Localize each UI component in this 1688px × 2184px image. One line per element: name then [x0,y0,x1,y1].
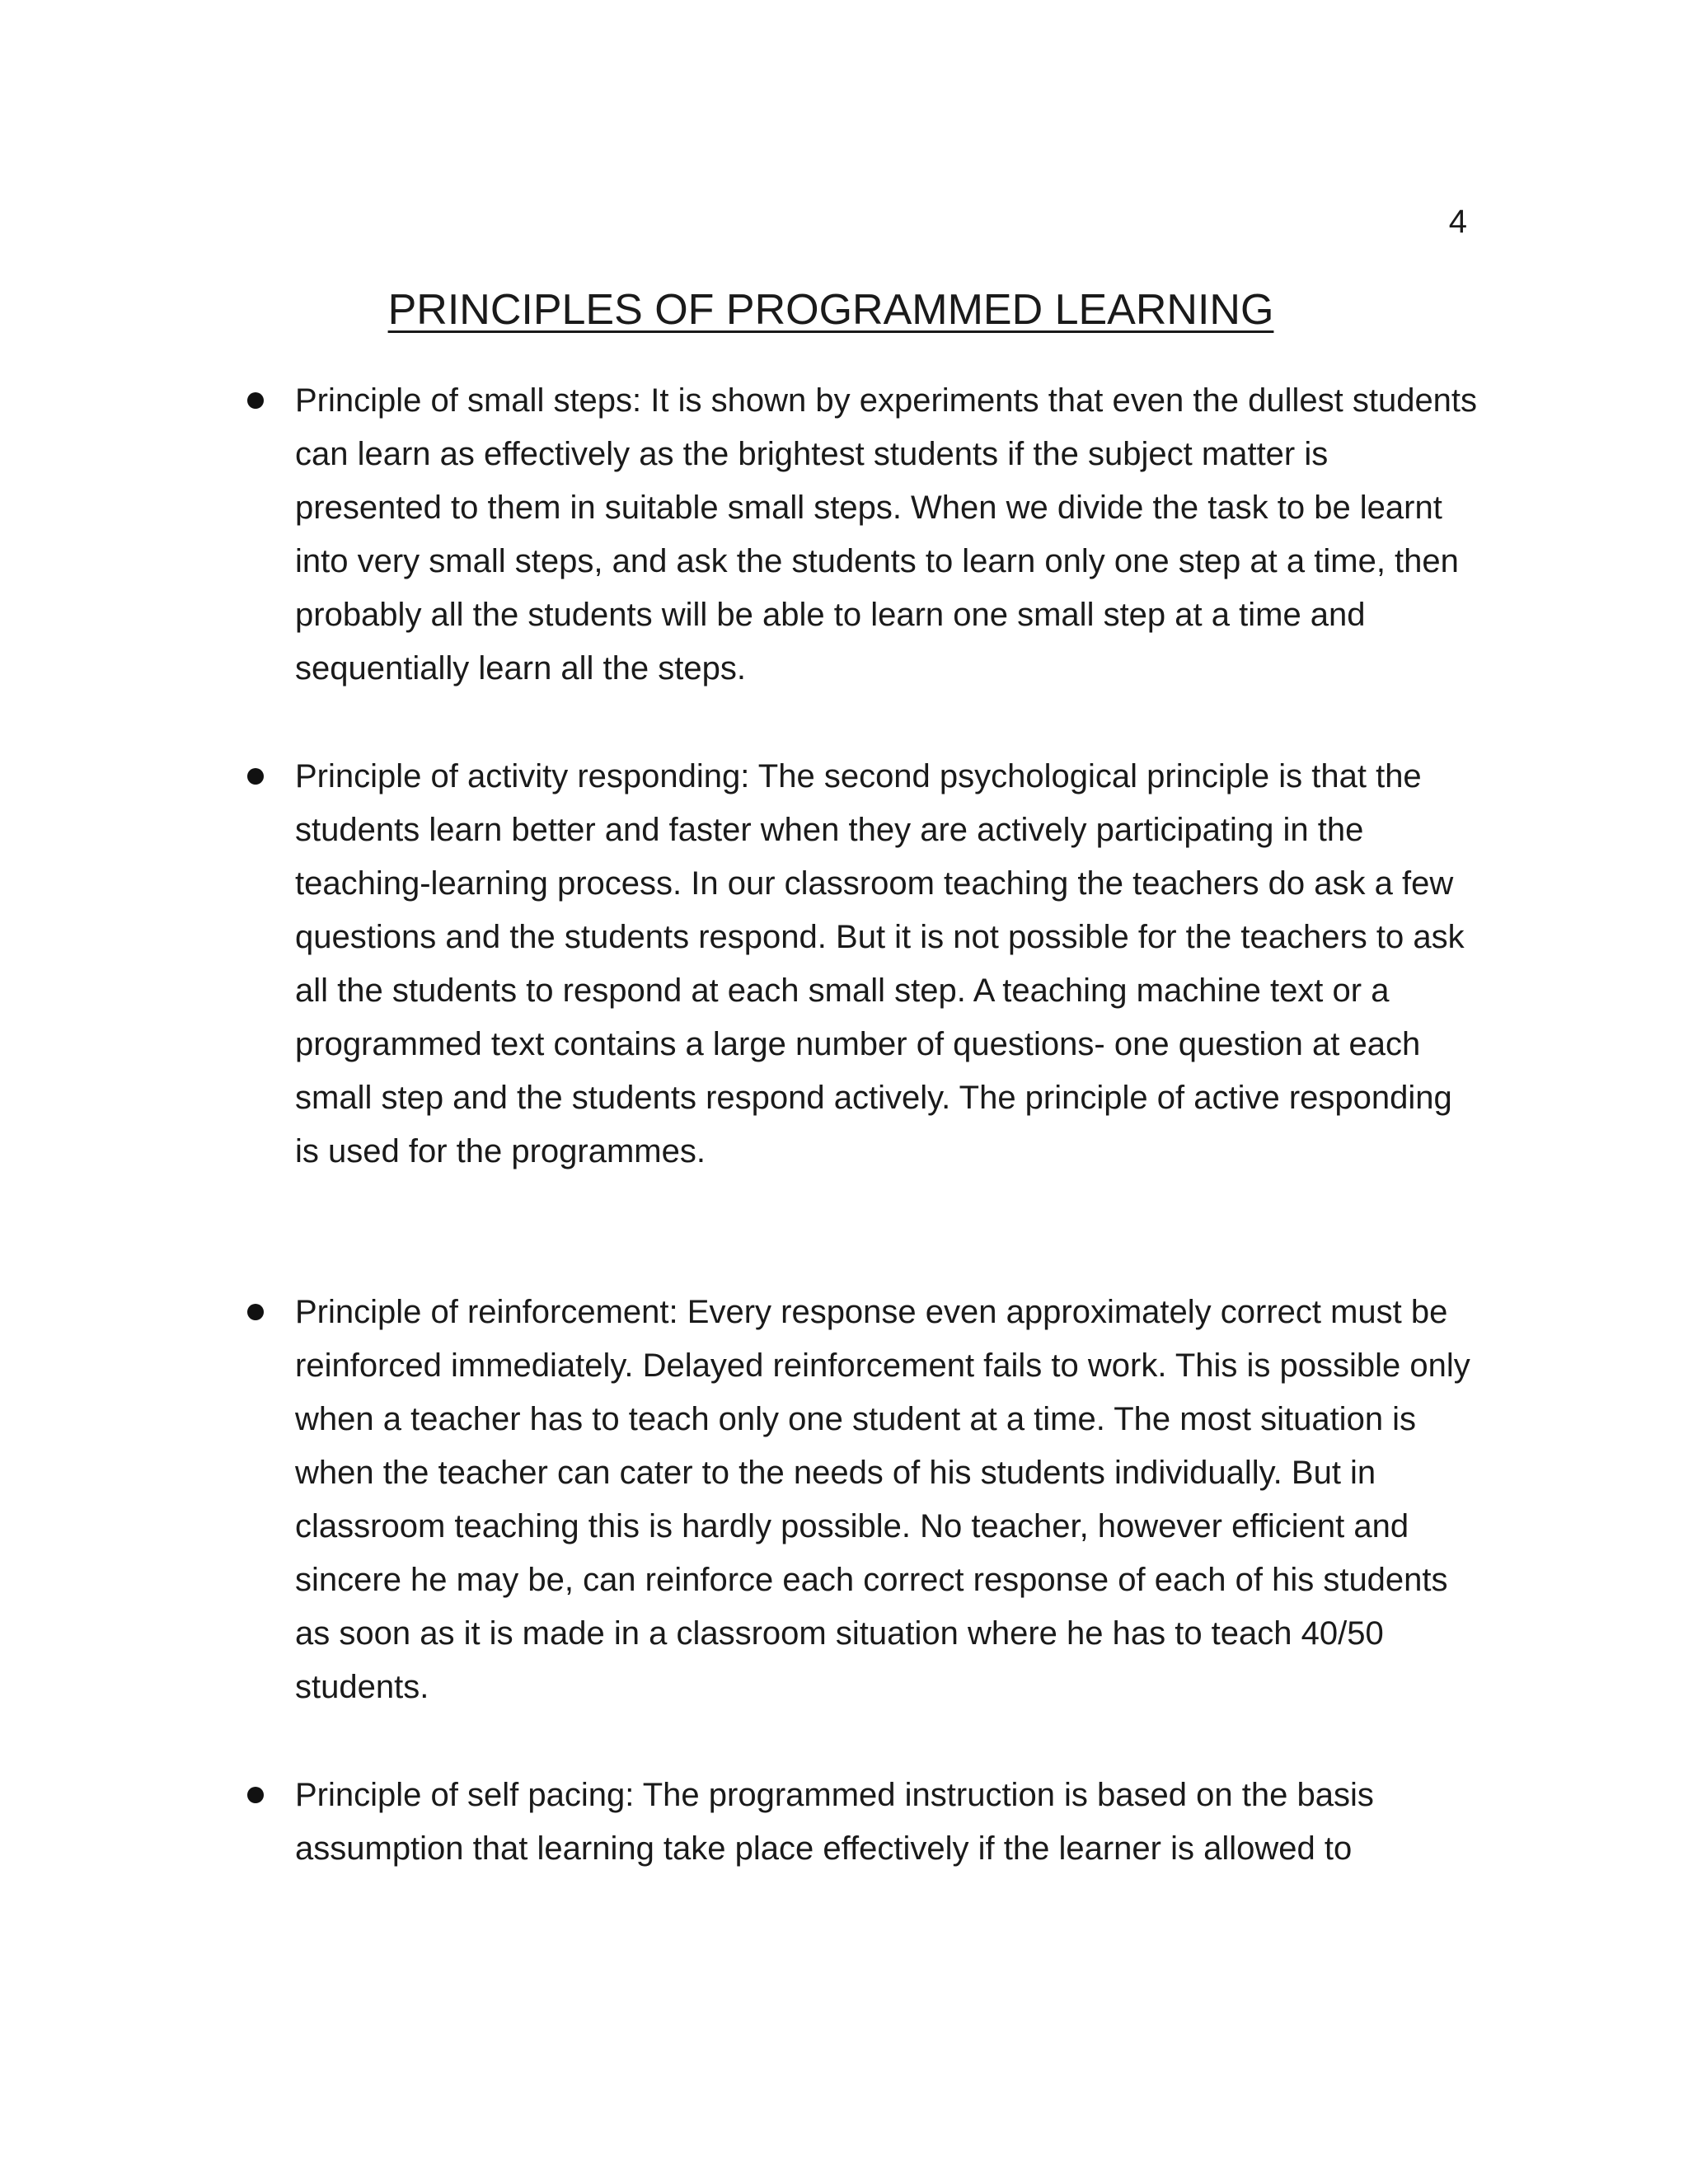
list-item-text: Principle of activity responding: The second psychological principle is that the students learn better and faster when they are actively participating in the teaching-learning process. In our classroom teaching the teachers do ask a few questions and the students respond. But it is not possible for the teachers to ask all the students to respond at each small step. A teaching machine text or a programmed text contains a large number of questions- one question at each small step and the students respond actively. The principle of active responding is used for the programmes. [295,758,1465,1169]
page-number: 4 [1448,204,1467,240]
bullet-icon [247,392,264,409]
page-title: PRINCIPLES OF PROGRAMMED LEARNING [387,286,1274,334]
bullet-icon [247,1304,264,1320]
bullet-icon [247,1787,264,1803]
bullet-icon [247,768,264,785]
list-item-text: Principle of self pacing: The programmed instruction is based on the basis assumption that learning take place effectively if the learner is allowed to [295,1777,1374,1867]
list-item-text: Principle of small steps: It is shown by experiments that even the dullest students can learn as effectively as the brightest students if the subject matter is presented to them in suitable small steps. When we divide the task to be learnt into very small steps, and ask the students to learn only one step at a time, then probably all the students will be able to learn one small step at a time and sequentially learn all the steps. [295,382,1478,687]
list-item-text: Principle of reinforcement: Every response even approximately correct must be reinforced immediately. Delayed reinforcement fails to work. This is possible only when a teacher has to teach only one student at a time. The most situation is when the teacher can cater to the needs of his students individually. But in classroom teaching this is hardly possible. No teacher, however efficient and sincere he may be, can reinforce each correct response of each of his students as soon as it is made in a classroom situation where he has to teach 40/50 students. [295,1294,1470,1705]
